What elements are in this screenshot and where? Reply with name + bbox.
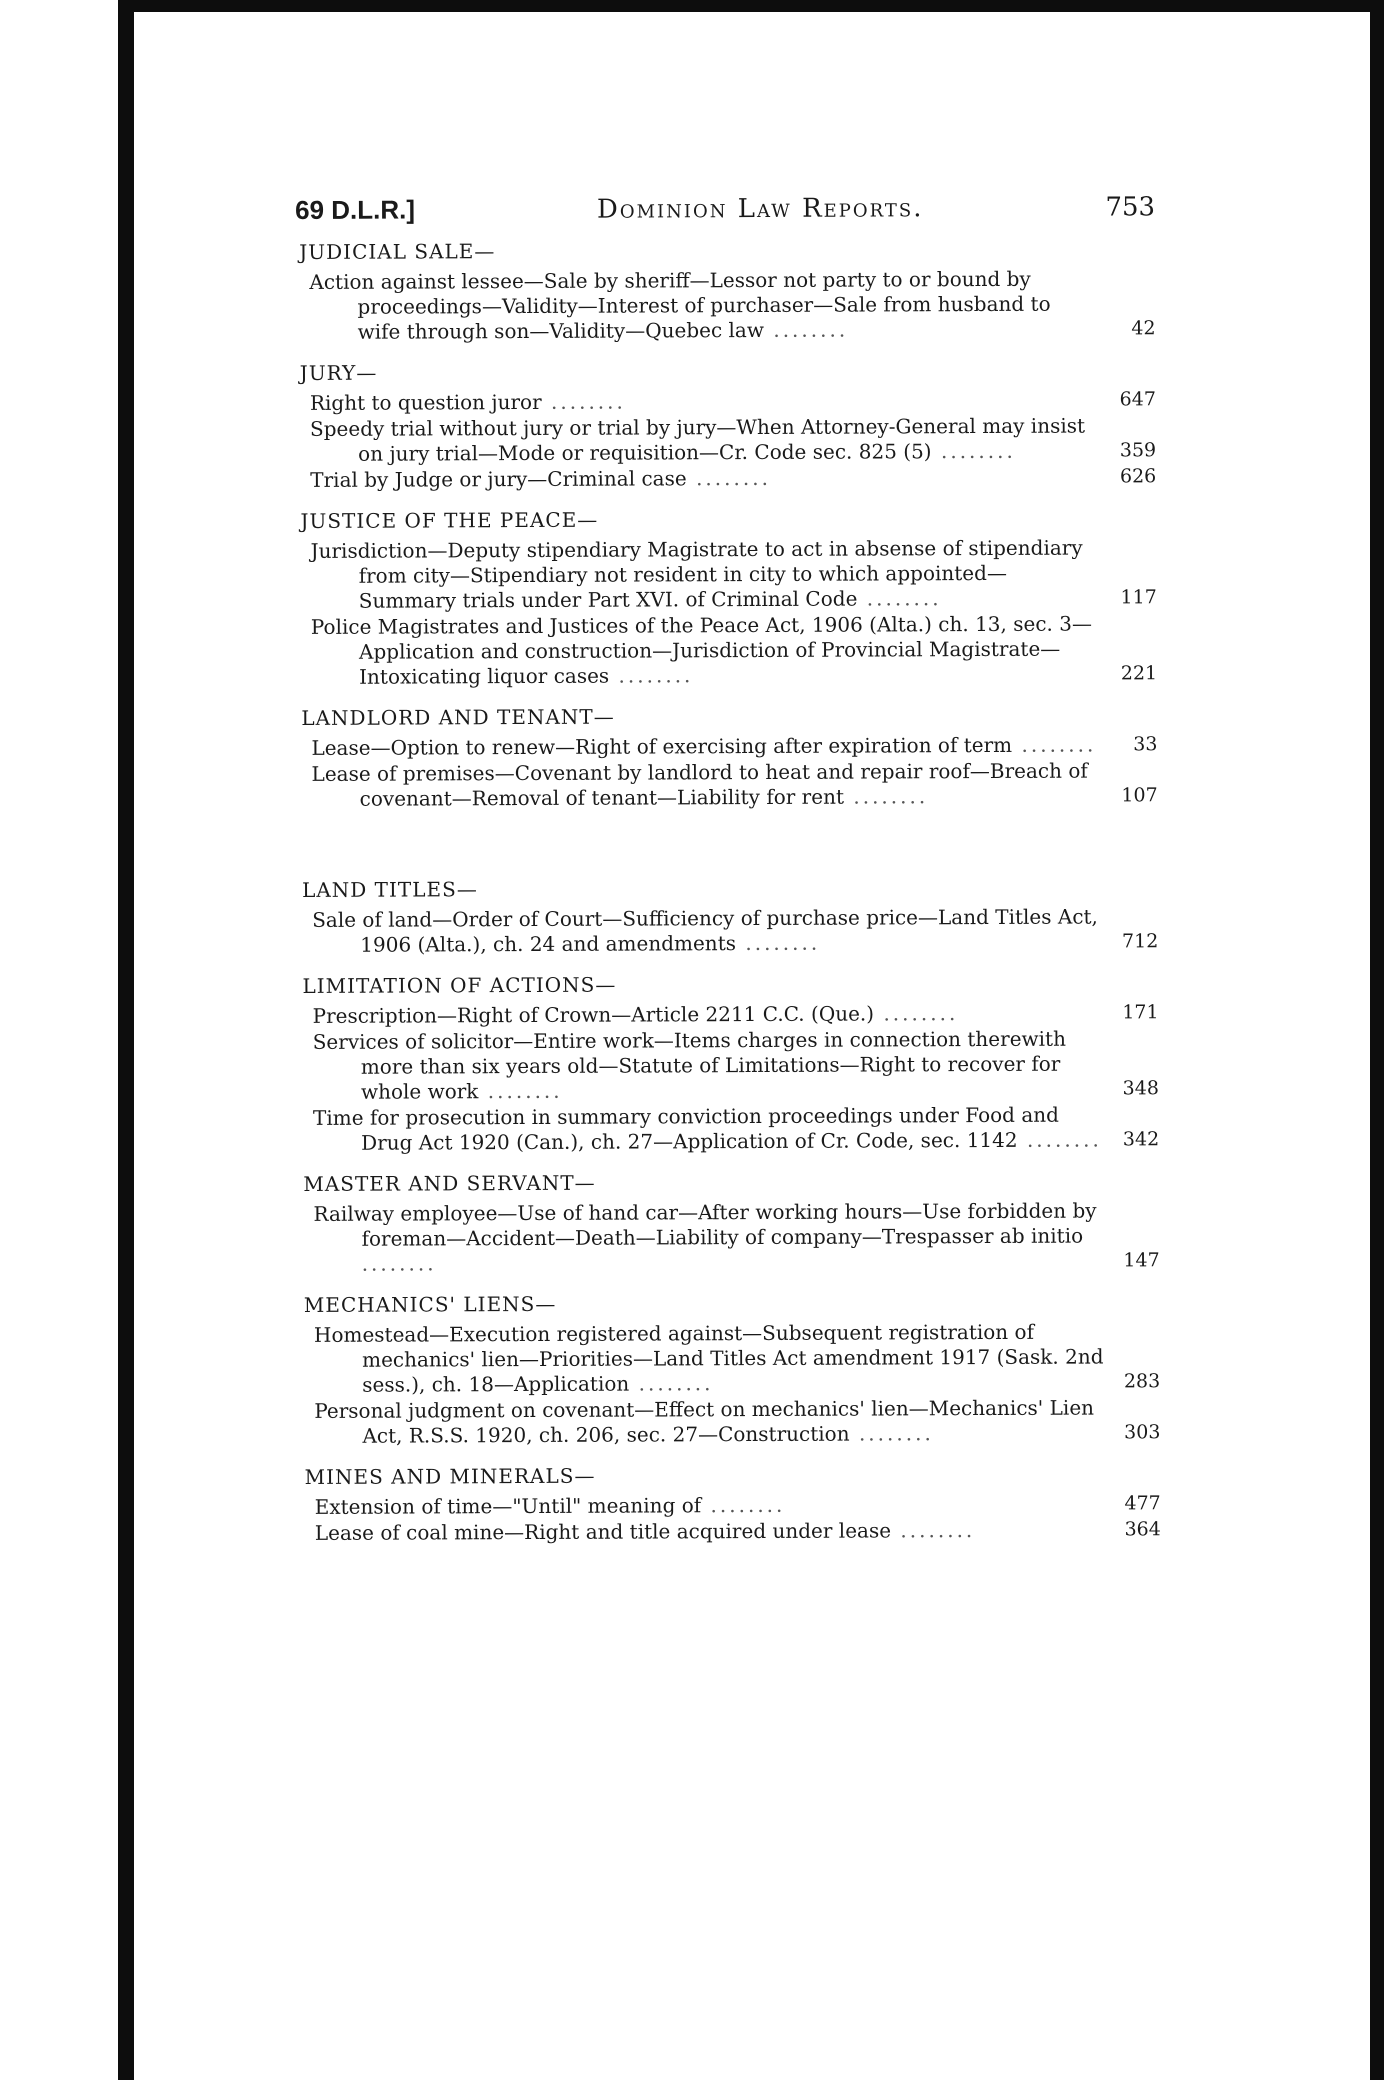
page-number: 753 — [1105, 192, 1156, 223]
dot-leader: ........ — [701, 1492, 786, 1518]
entry-page-number: 283 — [1123, 1370, 1161, 1393]
scan-border-left — [118, 0, 134, 2080]
index-entry — [299, 1198, 1159, 1277]
entry-page-number: 117 — [1120, 586, 1157, 609]
running-header — [295, 191, 1155, 226]
entry-text: Lease of coal mine—Right and title acquired under lease — [314, 1518, 892, 1545]
entry-text: Lease—Option to renew—Right of exercising after expiration of term — [311, 732, 1013, 760]
entry-page-number: 477 — [1124, 1492, 1161, 1515]
section-heading: LANDLORD AND TENANT— — [301, 704, 615, 730]
index-entry — [299, 1026, 1159, 1105]
entry-page-number: 364 — [1124, 1518, 1161, 1541]
publication-title: Dominion Law Reports. — [596, 193, 924, 225]
index-entry — [300, 1319, 1160, 1398]
entry-page-number: 342 — [1122, 1128, 1160, 1151]
index-section — [297, 702, 1157, 812]
entry-text: Right to question juror — [309, 389, 542, 415]
index-entry — [296, 387, 1156, 416]
dot-leader: ........ — [735, 930, 821, 956]
entry-page-number: 42 — [1131, 317, 1156, 340]
entry-text: Police Magistrates and Justices of the Peace Act, 1906 (Alta.) ch. 13, sec. 3—Application and construction—Jurisdiction of Provincial Magistrate—Intoxicating liquor cases — [310, 611, 1093, 689]
index-entry — [296, 464, 1156, 493]
section-heading: MECHANICS' LIENS— — [303, 1291, 557, 1317]
entry-text: Services of solicitor—Entire work—Items charges in connection therewith more than six years old—Statute of Limitations—Right to recover for whole work — [312, 1026, 1067, 1104]
scan-border-top — [118, 0, 1384, 12]
entry-page-number: 303 — [1124, 1421, 1161, 1444]
section-heading: LIMITATION OF ACTIONS— — [302, 972, 617, 998]
entry-text: Extension of time—"Until" meaning of — [314, 1493, 702, 1519]
dot-leader: ........ — [843, 784, 929, 809]
entry-page-number: 712 — [1121, 930, 1159, 953]
entry-page-number: 359 — [1119, 439, 1157, 462]
entry-page-number: 348 — [1122, 1077, 1159, 1100]
entry-text: Railway employee—Use of hand car—After working hours—Use forbidden by foreman—Accident—Death—Liability of company—Trespasser ab initio — [313, 1198, 1097, 1251]
index-entry — [300, 1395, 1160, 1449]
entry-page-number: 171 — [1122, 1001, 1159, 1024]
entry-text: Jurisdiction—Deputy stipendiary Magistrate to act in absense of stipendiary from city—Stipendiary not resident in city to which appointed—Summary trials under Part XVI. of Criminal Code — [310, 535, 1083, 613]
index-entry — [297, 535, 1157, 614]
dot-leader: ........ — [478, 1078, 563, 1104]
section-heading: MASTER AND SERVANT— — [303, 1170, 596, 1196]
dot-leader: ........ — [361, 1251, 437, 1276]
index-entry — [299, 1000, 1159, 1029]
index-page — [295, 191, 1161, 1562]
section-heading: JURY— — [299, 360, 378, 385]
dot-leader: ........ — [849, 1421, 934, 1446]
dot-leader: ........ — [931, 438, 1016, 464]
index-entry — [298, 904, 1158, 958]
index-section — [296, 357, 1157, 493]
entry-text: Homestead—Execution registered against—Subsequent registration of mechanics' lien—Priorities—Land Titles Act amendment 1917 (Sask. 2nd sess.), ch. 18—Application — [313, 1319, 1104, 1397]
index-entry — [299, 1102, 1159, 1156]
entry-text: Trial by Judge or jury—Criminal case — [310, 466, 687, 492]
dot-leader: ........ — [686, 465, 771, 491]
dot-leader: ........ — [890, 1518, 976, 1543]
index-entry — [297, 611, 1157, 690]
entry-page-number: 626 — [1119, 465, 1157, 488]
section-heading: LAND TITLES— — [301, 877, 478, 902]
index-section — [300, 1289, 1161, 1449]
entry-text: Time for prosecution in summary conviction proceedings under Food and Drug Act 1920 (Can.), ch. 27—Application of Cr. Code, sec. 1142 — [312, 1102, 1059, 1155]
entry-page-number: 33 — [1133, 733, 1158, 756]
entry-text: Action against lessee—Sale by sheriff—Lessor not party to or bound by proceedings—Validity—Interest of purchaser—Sale from husband to wife through son—Validity—Quebec law — [309, 266, 1051, 344]
entry-page-number: 147 — [1123, 1249, 1160, 1272]
index-entry — [297, 758, 1157, 812]
entry-text: Speedy trial without jury or trial by jury—When Attorney-General may insist on jury trial—Mode or requisition—Cr. Code sec. 825 (5) — [309, 413, 1086, 466]
entry-text: Personal judgment on covenant—Effect on mechanics' lien—Mechanics' Lien Act, R.S.S. 1920, ch. 206, sec. 27—Construction — [314, 1395, 1095, 1448]
index-section — [298, 874, 1158, 958]
dot-leader: ........ — [1012, 732, 1097, 757]
entry-page-number: 647 — [1119, 388, 1156, 411]
entry-text: Lease of premises—Covenant by landlord to heat and repair roof—Breach of covenant—Removal of tenant—Liability for rent — [311, 758, 1088, 811]
entry-page-number: 107 — [1121, 784, 1158, 807]
volume-label: 69 D.L.R.] — [295, 194, 416, 225]
section-gap — [298, 824, 1158, 868]
index-section — [301, 1461, 1161, 1546]
index-section — [296, 505, 1157, 690]
entry-text: Sale of land—Order of Court—Sufficiency of purchase price—Land Titles Act, 1906 (Alta.), ch. 24 and amendments — [312, 904, 1098, 957]
index-entry — [301, 1491, 1161, 1520]
index-entry — [297, 732, 1157, 761]
section-heading: JUDICIAL SALE— — [299, 239, 496, 264]
index-section — [299, 1168, 1159, 1277]
scan-margin — [0, 0, 118, 2080]
dot-leader: ........ — [629, 1371, 714, 1396]
dot-leader: ........ — [1017, 1127, 1102, 1152]
index-entry — [295, 266, 1155, 345]
index-section — [298, 970, 1159, 1156]
index-section — [295, 236, 1155, 345]
section-heading: MINES AND MINERALS— — [304, 1463, 596, 1489]
index-body — [295, 236, 1161, 1546]
entry-page-number: 221 — [1120, 662, 1158, 685]
dot-leader: ........ — [541, 389, 626, 414]
entry-text: Prescription—Right of Crown—Article 2211 C.C. (Que.) — [312, 1001, 875, 1028]
scan-border-right — [1370, 0, 1384, 2080]
index-entry — [296, 413, 1156, 467]
dot-leader: ........ — [857, 586, 942, 611]
section-heading: JUSTICE OF THE PEACE— — [300, 507, 599, 533]
index-entry — [301, 1517, 1161, 1546]
dot-leader: ........ — [609, 663, 694, 688]
dot-leader: ........ — [763, 317, 849, 342]
dot-leader: ........ — [874, 1001, 959, 1026]
